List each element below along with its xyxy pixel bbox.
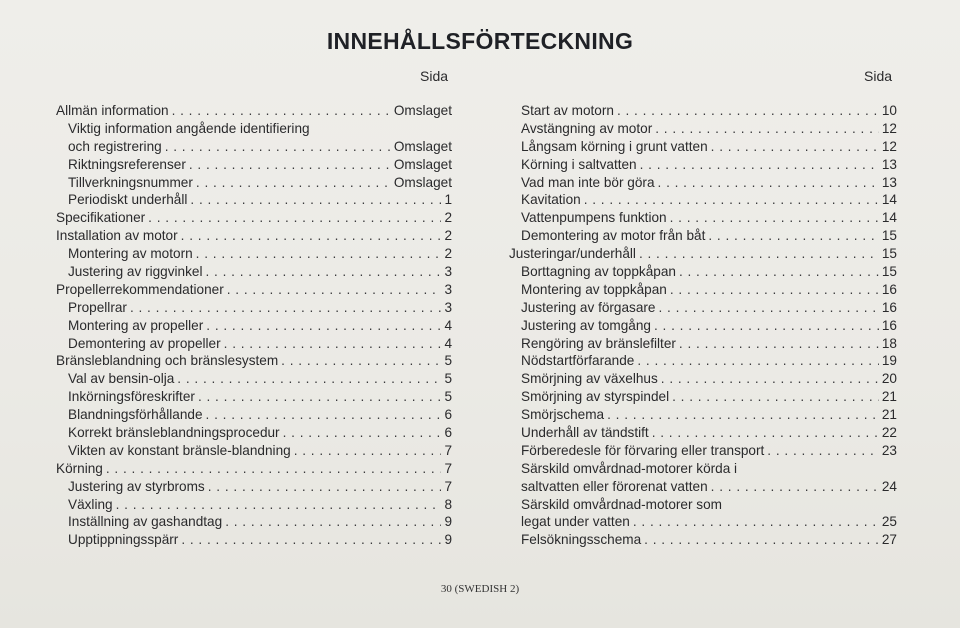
toc-entry-title: Körning i saltvatten xyxy=(521,156,637,172)
toc-entry-title: Montering av motorn xyxy=(68,246,193,262)
dot-leader xyxy=(225,513,441,531)
dot-leader xyxy=(655,120,879,138)
toc-entry-page: 21 xyxy=(881,389,897,405)
toc-entry-title: saltvatten eller förorenat vatten xyxy=(521,478,708,494)
toc-entry-title: Justering av förgasare xyxy=(521,299,656,315)
toc-entry xyxy=(56,388,452,406)
toc-entry-page: 4 xyxy=(444,317,452,333)
dot-leader xyxy=(177,370,441,388)
toc-entry-page: 3 xyxy=(444,299,452,315)
toc-entry-page: 3 xyxy=(444,264,452,280)
left-toc-column xyxy=(56,102,452,549)
dot-leader xyxy=(206,263,442,281)
toc-entry-title: Smörjschema xyxy=(521,407,605,423)
toc-entry-title: Borttagning av toppkåpan xyxy=(521,264,676,280)
right-toc-column xyxy=(509,102,897,549)
toc-entry xyxy=(509,156,897,174)
toc-entry-page: 5 xyxy=(444,371,452,387)
dot-leader xyxy=(679,263,879,281)
dot-leader xyxy=(670,209,879,227)
toc-entry-title: Inkörningsföreskrifter xyxy=(68,389,195,405)
toc-entry-page: 22 xyxy=(881,425,897,441)
toc-entry-page: 23 xyxy=(881,442,897,458)
toc-entry xyxy=(56,370,452,388)
dot-leader xyxy=(189,156,391,174)
toc-entry-title: Bränsleblandning och bränslesystem xyxy=(56,353,279,369)
toc-entry xyxy=(509,513,897,531)
toc-entry xyxy=(509,388,897,406)
dot-leader xyxy=(708,227,879,245)
toc-entry-title: Allmän information xyxy=(56,103,169,118)
dot-leader xyxy=(224,335,442,353)
toc-entry-page: 2 xyxy=(444,228,452,244)
toc-entry-title: Smörjning av styrspindel xyxy=(521,389,670,405)
toc-entry-page: 9 xyxy=(444,532,452,548)
toc-entry-page: 12 xyxy=(881,138,897,154)
toc-entry xyxy=(56,460,452,478)
toc-entry-title: Justering av riggvinkel xyxy=(68,264,203,280)
toc-entry-title: legat under vatten xyxy=(521,514,630,530)
dot-leader xyxy=(294,442,442,460)
dot-leader xyxy=(672,388,879,406)
toc-entry xyxy=(56,496,452,514)
toc-entry xyxy=(56,174,452,192)
toc-entry xyxy=(56,209,452,227)
toc-entry-page: 16 xyxy=(881,317,897,333)
toc-entry-page: 18 xyxy=(881,335,897,351)
toc-entry-page: 2 xyxy=(444,246,452,262)
toc-entry xyxy=(56,245,452,263)
toc-entry-title: Start av motorn xyxy=(521,103,614,118)
toc-entry-page: 13 xyxy=(881,156,897,172)
toc-entry-title: Blandningsförhållande xyxy=(68,407,203,423)
dot-leader xyxy=(639,245,879,263)
toc-entry xyxy=(56,513,452,531)
toc-entry-page: 16 xyxy=(881,281,897,297)
toc-entry-title: Avstängning av motor xyxy=(521,120,653,136)
toc-entry-page: 12 xyxy=(881,120,897,136)
toc-entry xyxy=(509,120,897,138)
toc-entry xyxy=(56,335,452,353)
right-page-column-header: Sida xyxy=(864,68,893,84)
toc-entry-page: 8 xyxy=(444,496,452,512)
dot-leader xyxy=(198,388,442,406)
dot-leader xyxy=(640,156,879,174)
dot-leader xyxy=(670,281,879,299)
toc-entry xyxy=(56,102,452,120)
toc-entry xyxy=(56,281,452,299)
dot-leader xyxy=(106,460,442,478)
toc-entry-page: 5 xyxy=(444,353,452,369)
dot-leader xyxy=(654,317,879,335)
toc-entry xyxy=(509,263,897,281)
toc-entry xyxy=(56,191,452,209)
toc-entry xyxy=(509,406,897,424)
toc-entry-title: Propellrar xyxy=(68,299,127,315)
toc-entry-page: Omslaget xyxy=(393,156,452,172)
toc-entry-title: Kavitation xyxy=(521,192,581,208)
dot-leader xyxy=(661,370,879,388)
toc-entry-title: Riktningsreferenser xyxy=(68,156,186,172)
toc-entry-title: Rengöring av bränslefilter xyxy=(521,335,676,351)
toc-entry xyxy=(56,263,452,281)
toc-entry-title: Viktig information angående identifiering xyxy=(68,120,310,136)
toc-entry xyxy=(56,317,452,335)
toc-entry-page: 24 xyxy=(881,478,897,494)
dot-leader xyxy=(130,299,442,317)
toc-entry-page: 1 xyxy=(444,192,452,208)
toc-entry xyxy=(509,460,897,478)
dot-leader xyxy=(652,424,879,442)
toc-entry-title: och registrering xyxy=(68,138,162,154)
toc-entry xyxy=(509,531,897,549)
toc-entry xyxy=(56,156,452,174)
toc-entry xyxy=(509,191,897,209)
toc-entry-page: 19 xyxy=(881,353,897,369)
toc-entry-title: Justeringar/underhåll xyxy=(509,246,636,262)
dot-leader xyxy=(679,335,879,353)
toc-entry-title: Nödstartförfarande xyxy=(521,353,635,369)
dot-leader xyxy=(281,352,441,370)
toc-entry xyxy=(509,496,897,514)
toc-entry xyxy=(509,299,897,317)
toc-entry-title: Tillverkningsnummer xyxy=(68,174,193,190)
toc-entry xyxy=(509,335,897,353)
toc-entry xyxy=(56,227,452,245)
toc-entry-page: 15 xyxy=(881,228,897,244)
toc-entry-title: Montering av toppkåpan xyxy=(521,281,667,297)
toc-entry xyxy=(509,370,897,388)
dot-leader xyxy=(617,102,879,120)
toc-entry xyxy=(509,102,897,120)
toc-entry xyxy=(509,245,897,263)
toc-entry-page: 2 xyxy=(444,210,452,226)
toc-entry-title: Smörjning av växelhus xyxy=(521,371,658,387)
toc-entry-title: Inställning av gashandtag xyxy=(68,514,223,530)
toc-entry-page: 7 xyxy=(444,442,452,458)
toc-entry xyxy=(509,317,897,335)
toc-entry-title: Växling xyxy=(68,496,113,512)
toc-entry-title: Vad man inte bör göra xyxy=(521,174,655,190)
toc-entry xyxy=(509,174,897,192)
toc-entry xyxy=(56,424,452,442)
dot-leader xyxy=(190,191,441,209)
toc-entry-page: 21 xyxy=(881,407,897,423)
toc-entry-title: Demontering av motor från båt xyxy=(521,228,706,244)
dot-leader xyxy=(283,424,442,442)
dot-leader xyxy=(711,478,879,496)
toc-entry xyxy=(509,442,897,460)
toc-entry-title: Installation av motor xyxy=(56,228,178,244)
toc-entry-page: 7 xyxy=(444,478,452,494)
toc-entry-title: Val av bensin-olja xyxy=(68,371,175,387)
toc-entry-title: Propellerrekommendationer xyxy=(56,281,224,297)
dot-leader xyxy=(633,513,879,531)
dot-leader xyxy=(637,352,879,370)
toc-entry-title: Långsam körning i grunt vatten xyxy=(521,138,708,154)
dot-leader xyxy=(196,174,391,192)
toc-entry-page: 25 xyxy=(881,514,897,530)
dot-leader xyxy=(227,281,442,299)
dot-leader xyxy=(181,531,441,549)
toc-entry-page: 15 xyxy=(881,246,897,262)
toc-entry-title: Felsökningsschema xyxy=(521,532,642,548)
dot-leader xyxy=(767,442,879,460)
toc-entry-page: 9 xyxy=(444,514,452,530)
toc-entry-page: 6 xyxy=(444,407,452,423)
toc-entry xyxy=(509,424,897,442)
dot-leader xyxy=(148,209,441,227)
toc-entry-page: 4 xyxy=(444,335,452,351)
toc-entry xyxy=(56,138,452,156)
toc-entry-page: 14 xyxy=(881,210,897,226)
toc-entry xyxy=(56,299,452,317)
toc-entry-title: Vikten av konstant bränsle-blandning xyxy=(68,442,291,458)
toc-entry-page: 3 xyxy=(444,281,452,297)
dot-leader xyxy=(196,245,442,263)
toc-entry-title: Periodiskt underhåll xyxy=(68,192,188,208)
dot-leader xyxy=(206,317,441,335)
toc-entry xyxy=(509,138,897,156)
dot-leader xyxy=(181,227,442,245)
dot-leader xyxy=(172,102,391,120)
toc-entry-title: Montering av propeller xyxy=(68,317,204,333)
toc-entry xyxy=(509,352,897,370)
toc-entry-page: 7 xyxy=(444,460,452,476)
toc-entry-title: Särskild omvårdnad-motorer körda i xyxy=(521,460,738,476)
toc-entry-title: Korrekt bränsleblandningsprocedur xyxy=(68,425,280,441)
toc-entry xyxy=(56,352,452,370)
toc-entry xyxy=(56,478,452,496)
toc-entry-page: 20 xyxy=(881,371,897,387)
toc-entry-page: 16 xyxy=(881,299,897,315)
toc-entry-title: Justering av tomgång xyxy=(521,317,651,333)
toc-entry-page: 10 xyxy=(881,103,897,118)
toc-entry-page: 15 xyxy=(881,264,897,280)
toc-entry-page: 13 xyxy=(881,174,897,190)
toc-entry-title: Körning xyxy=(56,460,103,476)
dot-leader xyxy=(165,138,391,156)
dot-leader xyxy=(711,138,879,156)
dot-leader xyxy=(206,406,442,424)
toc-entry xyxy=(509,281,897,299)
toc-entry-page: Omslaget xyxy=(393,174,452,190)
toc-entry xyxy=(56,406,452,424)
toc-entry-page: Omslaget xyxy=(393,103,452,118)
dot-leader xyxy=(658,174,879,192)
toc-entry-title: Underhåll av tändstift xyxy=(521,425,649,441)
toc-entry xyxy=(56,531,452,549)
left-page-column-header: Sida xyxy=(420,68,449,84)
toc-entry-title: Demontering av propeller xyxy=(68,335,221,351)
dot-leader xyxy=(607,406,879,424)
toc-entry-title: Vattenpumpens funktion xyxy=(521,210,667,226)
toc-entry xyxy=(509,209,897,227)
toc-entry-page: 14 xyxy=(881,192,897,208)
toc-entry xyxy=(56,442,452,460)
toc-entry-title: Förberedesle för förvaring eller transport xyxy=(521,442,765,458)
dot-leader xyxy=(208,478,442,496)
toc-entry-page: 27 xyxy=(881,532,897,548)
dot-leader xyxy=(644,531,879,549)
dot-leader xyxy=(116,496,442,514)
toc-entry xyxy=(56,120,452,138)
toc-entry-title: Särskild omvårdnad-motorer som xyxy=(521,496,722,512)
dot-leader xyxy=(584,191,879,209)
toc-entry-page: 5 xyxy=(444,389,452,405)
toc-entry-page: 6 xyxy=(444,425,452,441)
toc-entry xyxy=(509,478,897,496)
dot-leader xyxy=(659,299,879,317)
toc-entry-page: Omslaget xyxy=(393,138,452,154)
toc-entry xyxy=(509,227,897,245)
toc-entry-title: Specifikationer xyxy=(56,210,146,226)
toc-entry-title: Justering av styrbroms xyxy=(68,478,205,494)
toc-entry-title: Upptippningsspärr xyxy=(68,532,179,548)
page-footer: 30 (SWEDISH 2) xyxy=(440,583,520,595)
page-title: INNEHÅLLSFÖRTECKNING xyxy=(326,28,634,54)
